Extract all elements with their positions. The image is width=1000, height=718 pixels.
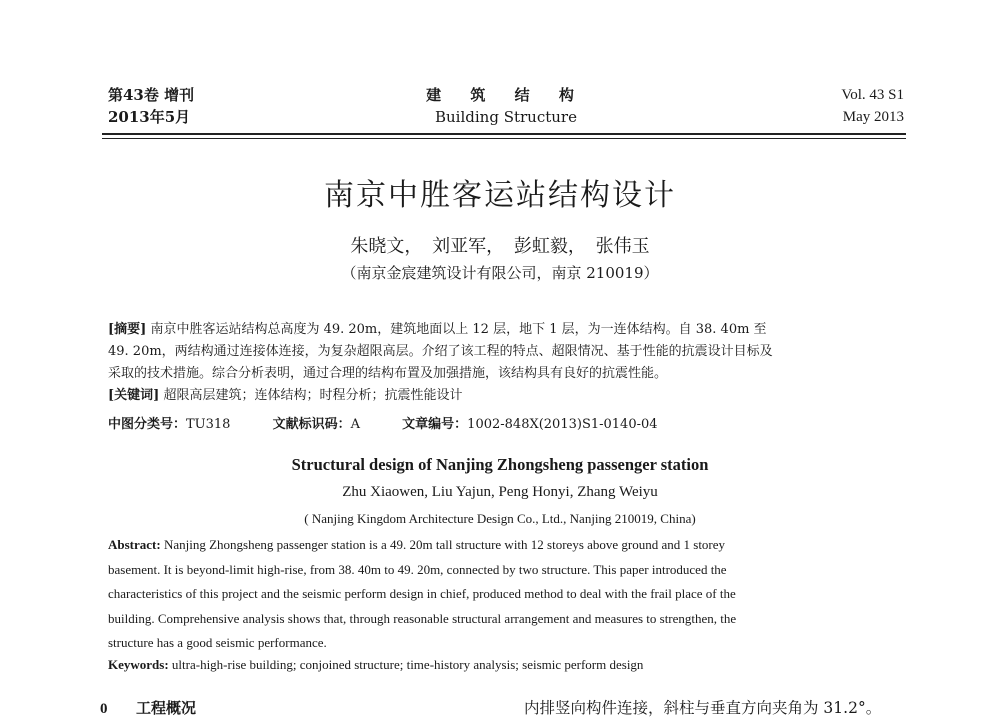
volume-issue: 第43卷 增刊 (108, 86, 195, 104)
abstract-en-text: Nanjing Zhongsheng passenger station is a 49. 20m tall structure with 12 storeys above ground and 1 storey (163, 537, 726, 552)
authors-en: Zhu Xiaowen, Liu Yajun, Peng Honyi, Zhang Weiyu (342, 484, 658, 500)
abstract-en-line: building. Comprehensive analysis shows that, through reasonable structural arrangement and measures to strengthen, the (108, 610, 737, 626)
issue-date: 2013年5月 (108, 108, 191, 126)
affiliation-cn: （南京金宸建筑设计有限公司，南京 210019） (341, 264, 659, 282)
header-rule-thin (102, 138, 906, 139)
abstract-en (108, 533, 874, 656)
doc-label: 文献标识码： (272, 417, 351, 432)
body-text-right-column: 内排竖向构件连接，斜柱与垂直方向夹角为 31.2°。 (524, 699, 882, 717)
abstract-cn-line: 采取的技术措施。综合分析表明，通过合理的结构布置及加强措施，该结构具有良好的抗震性能。 (108, 366, 668, 381)
classification-row (108, 415, 696, 435)
affiliation-en: ( Nanjing Kingdom Architecture Design Co., Ltd., Nanjing 210019, China) (304, 511, 696, 526)
header-rule-thick (102, 133, 906, 135)
paper-title-en: Structural design of Nanjing Zhongsheng passenger station (291, 455, 709, 474)
keywords-en-text: ultra-high-rise building; conjoined structure; time-history analysis; seismic perform design (171, 657, 644, 672)
abstract-cn-line (108, 319, 898, 341)
journal-name-cn: 建 筑 结 构 (426, 86, 586, 104)
abstract-cn (108, 319, 898, 407)
issue-info-en (841, 84, 904, 128)
keywords-cn (108, 385, 898, 407)
section-title: 工程概况 (136, 699, 197, 717)
article-label: 文章编号： (402, 417, 468, 432)
volume-issue-en: Vol. 43 S1 (841, 87, 904, 103)
abstract-cn-label: [摘要] (108, 322, 147, 337)
abstract-cn-text: 南京中胜客运站结构总高度为 49. 20m，建筑地面以上 12 层，地下 1 层，为一连体结构。自 38. 40m 至 (150, 322, 767, 337)
article-number (402, 417, 657, 432)
abstract-en-label: Abstract: (108, 537, 161, 552)
section-heading (100, 697, 196, 718)
issue-date-en: May 2013 (842, 109, 904, 125)
abstract-en-line: structure has a good seismic performance. (108, 635, 327, 650)
article-value: 1002-848X(2013)S1-0140-04 (467, 417, 658, 432)
authors-cn: 朱晓文， 刘亚军， 彭虹毅， 张伟玉 (350, 236, 650, 257)
clc-code (108, 417, 230, 432)
running-header (108, 84, 904, 130)
keywords-en (108, 655, 643, 675)
clc-value: TU318 (186, 417, 231, 432)
abstract-en-line: characteristics of this project and the seismic perform design in chief, produced method to deal with the frail place of the (108, 586, 736, 601)
keywords-cn-text: 超限高层建筑；连体结构；时程分析；抗震性能设计 (163, 388, 463, 403)
section-number: 0 (100, 701, 108, 717)
doc-code (273, 417, 360, 432)
journal-name-en: Building Structure (435, 108, 577, 126)
doc-value: A (350, 417, 361, 432)
abstract-en-line (108, 533, 874, 558)
abstract-cn-line: 49. 20m，两结构通过连接体连接，为复杂超限高层。介绍了该工程的特点、超限情况、基于性能的抗震设计目标及 (108, 344, 773, 359)
keywords-en-label: Keywords: (108, 657, 169, 672)
clc-label: 中图分类号： (108, 417, 187, 432)
paper-title-cn: 南京中胜客运站结构设计 (324, 178, 676, 213)
abstract-en-line: basement. It is beyond-limit high-rise, from 38. 40m to 49. 20m, connected by two structure. This paper introduced the (108, 561, 727, 577)
journal-name (108, 84, 904, 128)
keywords-cn-label: [关键词] (108, 388, 160, 403)
